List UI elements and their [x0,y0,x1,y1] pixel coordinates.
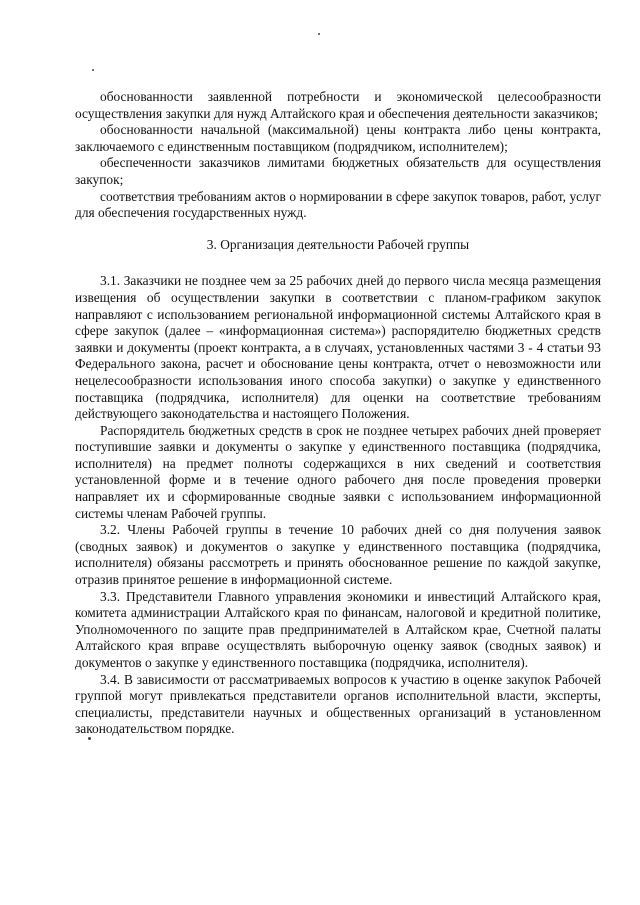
paragraph: обоснованности заявленной потребности и экономической целесообразности осуществления закупки для нужд Алтайского края и обеспечения деятельности заказчиков; [75,89,601,121]
paragraph: 3.3. Представители Главного управления экономики и инвестиций Алтайского края, комитета администрации Алтайского края по финансам, налоговой и кредитной политике, Уполномоченного по защите прав предпринимателей в Алтайском крае, Счетной палаты Алтайского края вправе осуществлять выборочную оценку заявок (сводных заявок) и документов о закупке у единственного поставщика (подрядчика, исполнителя). [75,588,601,670]
scan-speck [318,33,320,35]
paragraph: обеспеченности заказчиков лимитами бюджетных обязательств для осуществления закупок; [75,155,601,187]
section-heading: 3. Организация деятельности Рабочей группы [206,236,470,252]
paragraph: 3.1. Заказчики не позднее чем за 25 рабочих дней до первого числа месяца размещения извещения об осуществлении закупки в соответствии с планом-графиком закупок направляют с использованием региональной информационной системы Алтайского края в сфере закупок (далее – «информационная система») распорядителю бюджетных средств заявки и документы (проект контракта, а в случаях, установленных частями 3 - 4 статьи 93 Федерального закона, расчет и обоснование цены контракта, отчет о невозможности или нецелесообразности использования иного способа закупки) о закупке у единственного поставщика (подрядчика, исполнителя) для оценки на соответствие требованиям действующего законодательства и настоящего Положения. [75,273,601,422]
paragraph: соответствия требованиям актов о нормировании в сфере закупок товаров, работ, услуг для обеспечения государственных нужд. [75,188,601,221]
document-body [75,89,601,738]
paragraph: обоснованности начальной (максимальной) цены контракта либо цены контракта, заключаемого с единственным поставщиком (подрядчиком, исполнителем); [75,122,601,154]
paragraph: 3.2. Члены Рабочей группы в течение 10 рабочих дней со дня получения заявок (сводных заявок) и документов о закупке у единственного поставщика (подрядчика, исполнителя) обязаны рассмотреть и принять обоснованное решение по каждой закупке, отразив принятое решение в информационной системе. [75,522,601,588]
paragraph: 3.4. В зависимости от рассматриваемых вопросов к участию в оценке закупок Рабочей группой могут привлекаться представители органов исполнительной власти, эксперты, специалисты, представители научных и общественных организаций в установленном законодательством порядке. [75,671,601,737]
paragraph: Распорядитель бюджетных средств в срок не позднее четырех рабочих дней проверяет поступившие заявки и документы о закупке у единственного поставщика (подрядчика, исполнителя) на предмет полноты содержащихся в них сведений и соответствия установленной форме и в течение одного рабочего дня после проведения проверки направляет их и сформированные сводные заявки с использованием информационной системы членам Рабочей группы. [75,422,601,521]
scan-speck [92,69,94,71]
